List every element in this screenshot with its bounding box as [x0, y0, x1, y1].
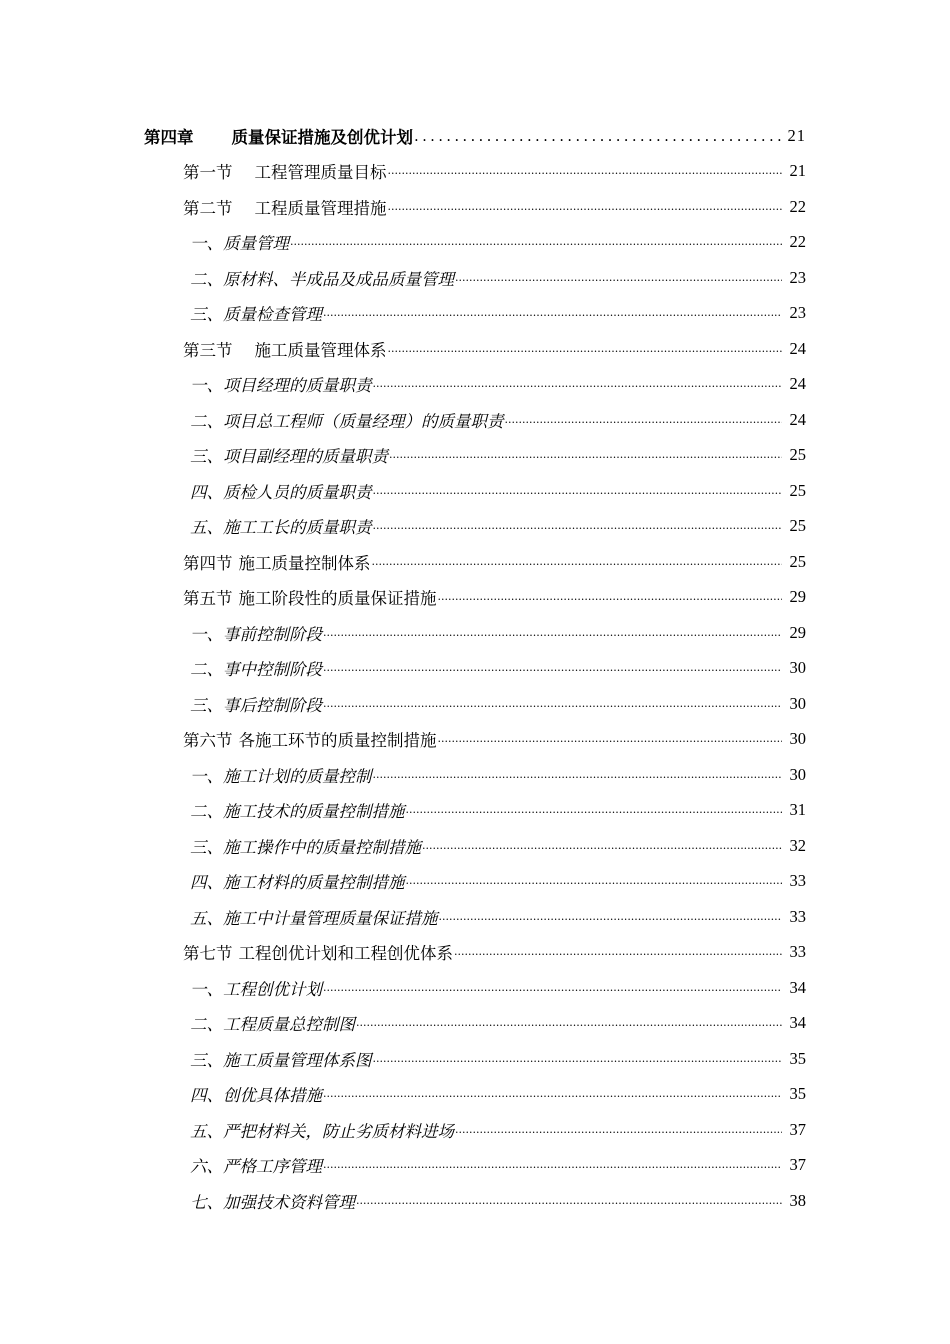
toc-entry-name: 施工操作中的质量控制措施	[223, 837, 421, 857]
toc-entry-title	[190, 1047, 372, 1071]
dot-leader	[372, 553, 783, 571]
toc-page-number: 35	[789, 1084, 806, 1104]
toc-entry-name: 施工阶段性的质量保证措施	[238, 589, 437, 609]
toc-page-number: 34	[789, 977, 806, 997]
toc-entry-title	[190, 834, 421, 858]
toc-page-number: 35	[789, 1048, 806, 1068]
toc-entry-title	[190, 1118, 454, 1142]
dot-leader	[290, 233, 782, 251]
toc-entry-number: 第三节	[183, 340, 233, 360]
toc-subsection-entry[interactable]	[0, 899, 950, 935]
toc-subsection-entry[interactable]	[0, 1041, 950, 1077]
toc-page-number: 29	[789, 622, 806, 642]
toc-subsection-entry[interactable]	[0, 651, 950, 687]
toc-chapter-name: 质量保证措施及创优计划	[231, 127, 413, 147]
toc-subsection-entry[interactable]	[0, 438, 950, 474]
toc-entry-title	[190, 976, 322, 1000]
toc-entry-number: 三、	[190, 447, 223, 467]
toc-entry-name: 事中控制阶段	[223, 660, 322, 680]
toc-subsection-entry[interactable]	[0, 367, 950, 403]
toc-subsection-entry[interactable]	[0, 686, 950, 722]
dot-leader	[323, 1085, 782, 1103]
dot-leader	[323, 624, 782, 642]
toc-section-entry[interactable]	[0, 154, 950, 190]
toc-page-number: 30	[789, 764, 806, 784]
toc-entry-number: 第七节	[183, 944, 233, 964]
dot-leader	[454, 943, 782, 961]
toc-entry-title	[190, 372, 372, 396]
toc-subsection-entry[interactable]	[0, 473, 950, 509]
toc-subsection-entry[interactable]	[0, 828, 950, 864]
dot-leader	[323, 695, 782, 713]
toc-subsection-entry[interactable]	[0, 793, 950, 829]
toc-page-number: 37	[789, 1119, 806, 1139]
toc-entry-number: 二、	[190, 411, 223, 431]
toc-entry-name: 加强技术资料管理	[223, 1192, 355, 1212]
toc-entry-number: 第二节	[183, 198, 233, 218]
toc-subsection-entry[interactable]	[0, 757, 950, 793]
toc-entry-title	[190, 301, 322, 325]
toc-entry-title	[183, 550, 371, 574]
toc-page-number: 25	[789, 445, 806, 465]
toc-entry-name: 施工质量控制体系	[238, 553, 371, 573]
toc-entry-number: 第六节	[183, 731, 233, 751]
table-of-contents	[0, 118, 950, 1219]
toc-page-number: 33	[789, 871, 806, 891]
toc-entry-number: 第一节	[183, 163, 233, 183]
toc-subsection-entry[interactable]	[0, 1077, 950, 1113]
toc-page-number: 25	[789, 551, 806, 571]
toc-entry-title	[190, 443, 388, 467]
toc-page-number: 29	[789, 587, 806, 607]
toc-entry-title	[190, 763, 372, 787]
toc-page-number: 21	[787, 125, 806, 145]
toc-entry-number: 一、	[190, 376, 223, 396]
dot-leader	[373, 1050, 783, 1068]
toc-entry-number: 二、	[190, 1015, 223, 1035]
dot-leader	[406, 801, 783, 819]
dot-leader	[373, 375, 783, 393]
toc-entry-number: 一、	[190, 234, 223, 254]
toc-page-number: 24	[789, 409, 806, 429]
dot-leader	[422, 837, 782, 855]
toc-section-entry[interactable]	[0, 331, 950, 367]
toc-page-number: 38	[789, 1190, 806, 1210]
toc-entry-name: 施工计划的质量控制	[223, 766, 372, 786]
dot-leader	[388, 162, 783, 180]
toc-entry-title	[190, 1153, 322, 1177]
toc-entry-number: 四、	[190, 873, 223, 893]
toc-entry-number: 四、	[190, 1086, 223, 1106]
toc-entry-number: 一、	[190, 979, 223, 999]
toc-chapter-number: 第四章	[144, 127, 194, 147]
toc-entry-number: 五、	[190, 908, 223, 928]
toc-entry-name: 工程质量总控制图	[223, 1015, 355, 1035]
dot-leader	[505, 411, 783, 429]
dot-leader	[438, 588, 783, 606]
toc-subsection-entry[interactable]	[0, 970, 950, 1006]
toc-subsection-entry[interactable]	[0, 509, 950, 545]
toc-page-number: 30	[789, 693, 806, 713]
toc-entry-number: 四、	[190, 482, 223, 502]
toc-subsection-entry[interactable]	[0, 864, 950, 900]
toc-page-number: 24	[789, 374, 806, 394]
toc-entry-number: 一、	[190, 766, 223, 786]
toc-entry-name: 工程管理质量目标	[254, 163, 387, 183]
toc-page-number: 32	[789, 835, 806, 855]
toc-entry-number: 六、	[190, 1157, 223, 1177]
toc-entry-number: 二、	[190, 269, 223, 289]
dot-leader	[356, 1014, 782, 1032]
toc-page-number: 24	[789, 338, 806, 358]
toc-chapter-title	[144, 124, 413, 148]
toc-entry-number: 二、	[190, 802, 223, 822]
toc-subsection-entry[interactable]	[0, 1183, 950, 1219]
toc-entry-name: 工程创优计划和工程创优体系	[238, 944, 453, 964]
toc-entry-name: 创优具体措施	[223, 1086, 322, 1106]
toc-entry-number: 五、	[190, 518, 223, 538]
toc-subsection-entry[interactable]	[0, 1148, 950, 1184]
toc-entry-title	[190, 1189, 355, 1213]
toc-entry-name: 项目经理的质量职责	[223, 376, 372, 396]
toc-entries	[0, 154, 950, 1219]
dot-leader	[323, 979, 782, 997]
toc-entry-number: 一、	[190, 624, 223, 644]
toc-page-number: 37	[789, 1155, 806, 1175]
toc-page-number: 21	[789, 161, 806, 181]
toc-entry-name: 各施工环节的质量控制措施	[238, 731, 437, 751]
dot-leader	[323, 1156, 782, 1174]
toc-entry-number: 二、	[190, 660, 223, 680]
toc-entry-title	[190, 869, 405, 893]
toc-entry-name: 严把材料关，防止劣质材料进场	[223, 1121, 454, 1141]
toc-entry-name: 质量检查管理	[223, 305, 322, 325]
toc-section-entry[interactable]	[0, 722, 950, 758]
toc-entry-name: 严格工序管理	[223, 1157, 322, 1177]
toc-entry-title	[190, 266, 454, 290]
toc-entry-name: 工程质量管理措施	[254, 198, 387, 218]
toc-entry-name: 事前控制阶段	[223, 624, 322, 644]
toc-subsection-entry[interactable]	[0, 1112, 950, 1148]
toc-entry-number: 第五节	[183, 589, 233, 609]
toc-chapter-entry[interactable]	[0, 118, 950, 154]
toc-entry-title	[190, 1011, 355, 1035]
toc-entry-title	[190, 514, 372, 538]
toc-entry-name: 施工质量管理体系图	[223, 1050, 372, 1070]
dot-leader	[439, 908, 783, 926]
toc-entry-number: 三、	[190, 837, 223, 857]
toc-entry-title	[190, 479, 372, 503]
toc-page-number: 22	[789, 196, 806, 216]
toc-page-number: 25	[789, 480, 806, 500]
toc-page-number: 34	[789, 1013, 806, 1033]
toc-entry-number: 第四节	[183, 553, 233, 573]
toc-page-number: 33	[789, 906, 806, 926]
toc-entry-name: 施工工长的质量职责	[223, 518, 372, 538]
toc-page-number: 25	[789, 516, 806, 536]
toc-entry-title	[190, 692, 322, 716]
dot-leader	[356, 1192, 782, 1210]
toc-section-entry[interactable]	[0, 544, 950, 580]
toc-page-number: 23	[789, 303, 806, 323]
toc-entry-title	[183, 195, 387, 219]
toc-entry-number: 三、	[190, 305, 223, 325]
dot-leader	[406, 872, 783, 890]
toc-subsection-entry[interactable]	[0, 1006, 950, 1042]
toc-entry-number: 三、	[190, 1050, 223, 1070]
toc-entry-title	[190, 408, 504, 432]
dot-leader	[455, 1121, 782, 1139]
toc-subsection-entry[interactable]	[0, 402, 950, 438]
toc-subsection-entry[interactable]	[0, 615, 950, 651]
toc-entry-number: 七、	[190, 1192, 223, 1212]
toc-entry-number: 三、	[190, 695, 223, 715]
toc-entry-name: 施工中计量管理质量保证措施	[223, 908, 438, 928]
dot-leader	[438, 730, 783, 748]
toc-entry-name: 施工质量管理体系	[254, 340, 387, 360]
toc-subsection-entry[interactable]	[0, 260, 950, 296]
toc-subsection-entry[interactable]	[0, 225, 950, 261]
toc-entry-name: 施工材料的质量控制措施	[223, 873, 405, 893]
toc-entry-title	[183, 940, 453, 964]
dot-leader	[323, 659, 782, 677]
toc-entry-name: 原材料、半成品及成品质量管理	[223, 269, 454, 289]
toc-entry-title	[190, 798, 405, 822]
dot-leader	[388, 340, 783, 358]
dot-leader	[373, 482, 783, 500]
toc-entry-title	[190, 1082, 322, 1106]
toc-page-number: 30	[789, 658, 806, 678]
toc-page-number: 22	[789, 232, 806, 252]
toc-entry-name: 工程创优计划	[223, 979, 322, 999]
toc-entry-title	[190, 621, 322, 645]
toc-section-entry[interactable]	[0, 935, 950, 971]
toc-entry-name: 质检人员的质量职责	[223, 482, 372, 502]
toc-page-number: 23	[789, 267, 806, 287]
toc-entry-title	[183, 159, 387, 183]
toc-subsection-entry[interactable]	[0, 296, 950, 332]
toc-page-number: 31	[789, 800, 806, 820]
toc-entry-name: 施工技术的质量控制措施	[223, 802, 405, 822]
toc-entry-name: 事后控制阶段	[223, 695, 322, 715]
dot-leader	[455, 269, 782, 287]
dot-leader	[388, 198, 783, 216]
toc-entry-title	[190, 656, 322, 680]
toc-entry-title	[183, 727, 437, 751]
toc-page-number: 30	[789, 729, 806, 749]
dot-leader	[414, 127, 782, 145]
toc-entry-name: 质量管理	[223, 234, 289, 254]
toc-entry-title	[183, 585, 437, 609]
dot-leader	[323, 304, 782, 322]
dot-leader	[373, 766, 783, 784]
toc-entry-title	[190, 905, 438, 929]
toc-entry-number: 五、	[190, 1121, 223, 1141]
toc-entry-name: 项目总工程师（质量经理）的质量职责	[223, 411, 504, 431]
toc-entry-title	[183, 337, 387, 361]
toc-entry-name: 项目副经理的质量职责	[223, 447, 388, 467]
toc-page-number: 33	[789, 942, 806, 962]
toc-entry-title	[190, 230, 289, 254]
toc-section-entry[interactable]	[0, 189, 950, 225]
dot-leader	[389, 446, 782, 464]
dot-leader	[373, 517, 783, 535]
toc-section-entry[interactable]	[0, 580, 950, 616]
